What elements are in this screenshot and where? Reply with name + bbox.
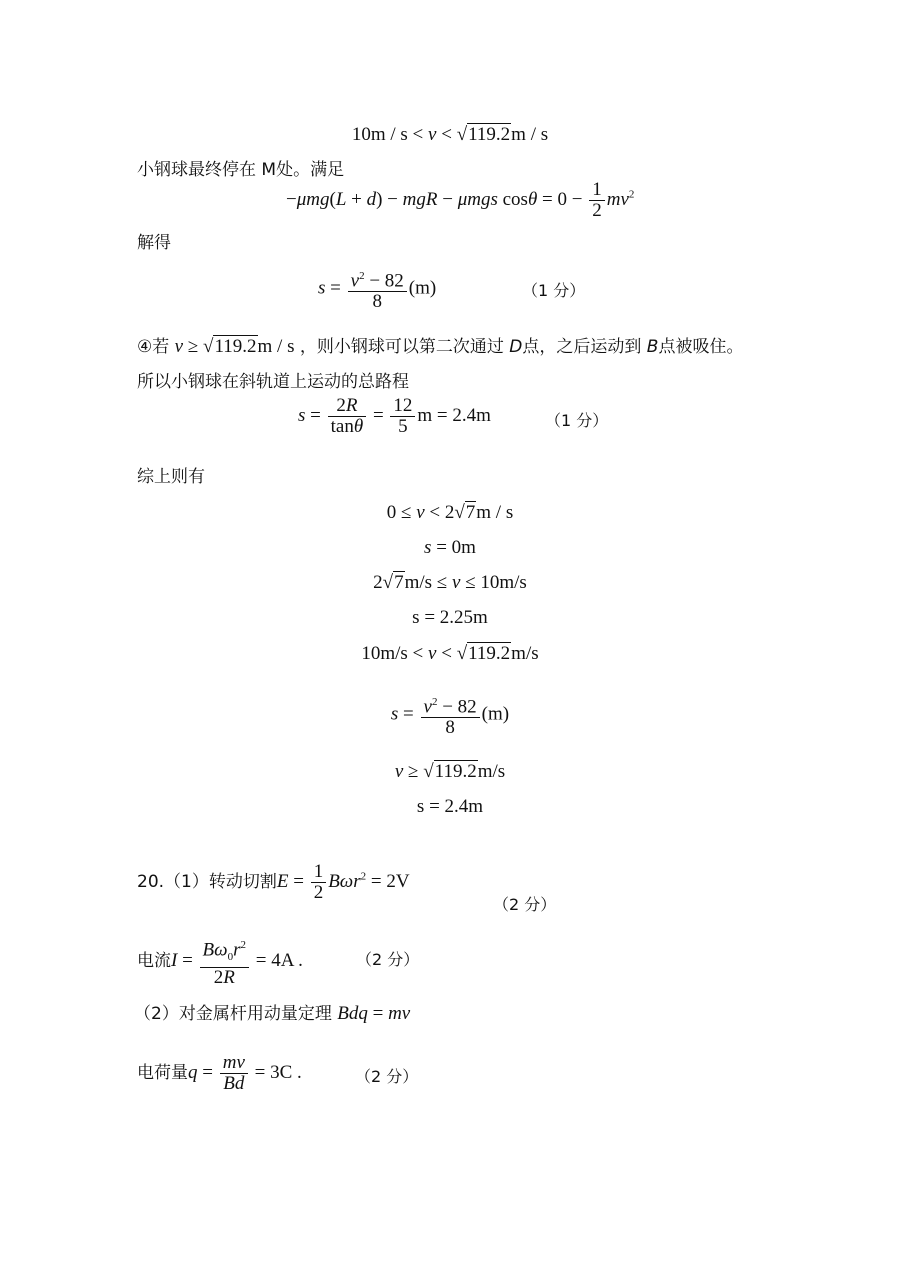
summary-s-4: s = 2.4m (416, 796, 484, 817)
summary-range-3: 10m/s < v < √119.2m/s (361, 643, 539, 664)
summary-s-2: s = 2.25m (412, 607, 488, 628)
summary-range-4: v ≥ √119.2m/s (394, 761, 506, 782)
text-stop-at-m: 小钢球最终停在 M处。满足 (137, 160, 345, 180)
current-equation: 电流I = $\frac{B\omega_0r^2}{2R}$ = 4A . (137, 935, 303, 988)
summary-range-2: 2√7m/s ≤ v ≤ 10m/s (373, 572, 527, 593)
problem-20-part-2: （2）对金属杆用动量定理 Bdq = mv (134, 1003, 411, 1024)
text-case-4: ④若 v ≥ √119.2m / s ，则小钢球可以第二次通过 D点，之后运动到 B点被吸住。 (137, 336, 744, 357)
score-2: （1 分） (545, 411, 609, 430)
text-summary: 综上则有 (137, 467, 205, 487)
problem-20-part-1: 20.（1）转动切割E = $\frac{1}{2}$ Bωr$^2$ = 2V (137, 861, 410, 903)
score-1: （1 分） (522, 281, 586, 300)
equation-s-24: s = $\frac{2R}{\tan\theta}$ = $\frac{12}{5}$ m = 2.4m (298, 395, 491, 437)
energy-equation: −μmg(L + d) − mgR − μmgs cosθ = 0 − $\frac{1}{2}$ $mv^2$ (286, 179, 635, 221)
text-solve: 解得 (137, 233, 171, 253)
velocity-range-line: 10m / s < v < √119.2m / s (351, 124, 549, 145)
score-4: （2 分） (356, 950, 420, 969)
text-total-path: 所以小钢球在斜轨道上运动的总路程 (137, 372, 409, 392)
summary-s-1: s = 0m (424, 537, 476, 558)
equation-s-quadratic: s = $\frac{v^2 - 82}{8}$ (m) (318, 266, 436, 312)
charge-equation: 电荷量q = $\frac{mv}{Bd}$ = 3C . (137, 1052, 302, 1094)
summary-s-3: s = $\frac{v^2 - 82}{8}$ (m) (0, 692, 900, 738)
summary-range-1: 0 ≤ v < 2√7m / s (386, 502, 514, 523)
score-3: （2 分） (493, 895, 557, 914)
score-5: （2 分） (355, 1067, 419, 1086)
